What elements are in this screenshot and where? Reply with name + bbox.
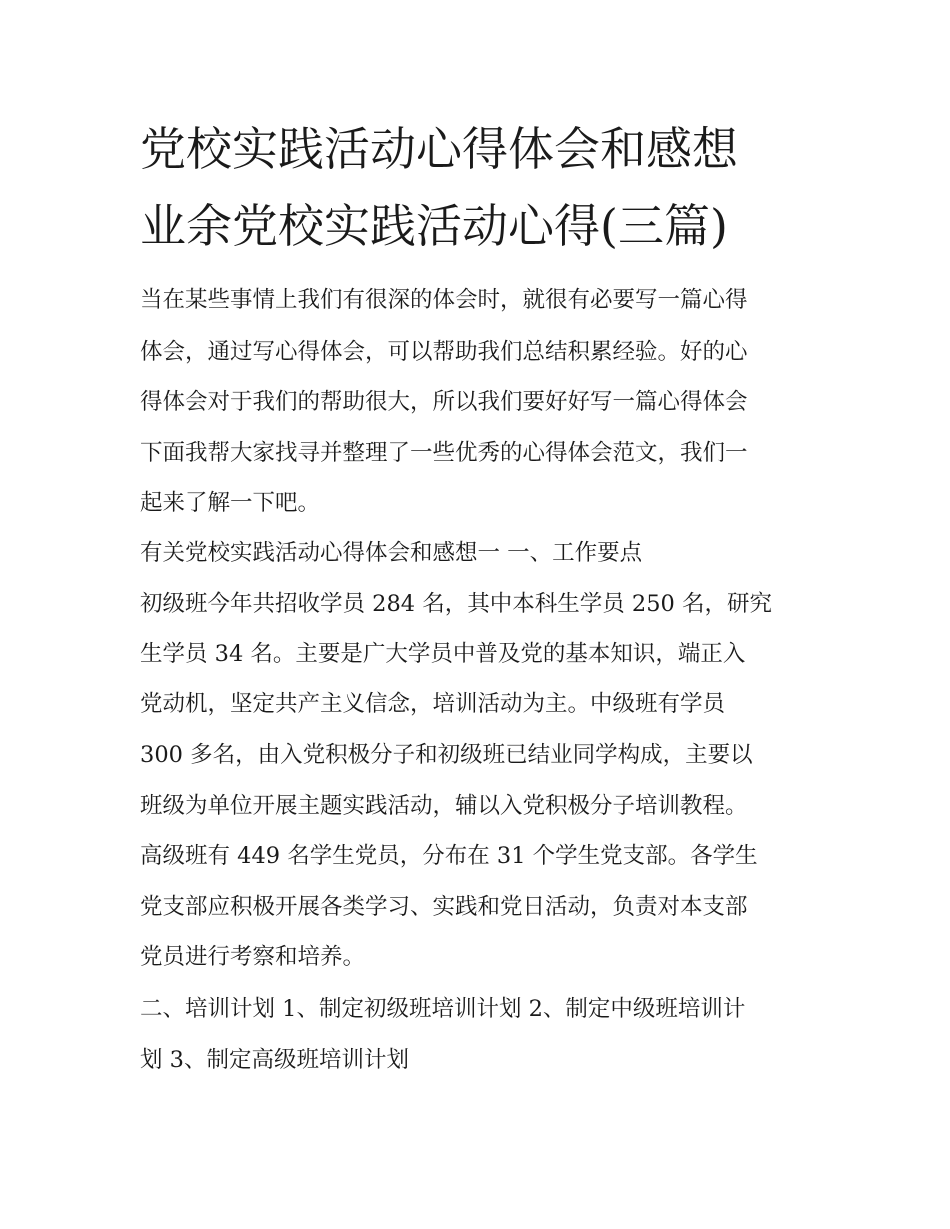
- body-text-line: 300 多名，由入党积极分子和初级班已结业同学构成，主要以: [140, 742, 753, 768]
- body-text-line: 班级为单位开展主题实践活动，辅以入党积极分子培训教程。: [140, 793, 748, 819]
- body-text-line: 起来了解一下吧。: [140, 490, 321, 516]
- section-heading-line: 二、培训计划 1、制定初级班培训计划 2、制定中级班培训计: [140, 996, 746, 1022]
- body-text-line: 得体会对于我们的帮助很大，所以我们要好好写一篇心得体会: [140, 389, 748, 415]
- body-text-line: 党员进行考察和培养。: [140, 944, 366, 970]
- body-text-line: 初级班今年共招收学员 284 名，其中本科生学员 250 名，研究: [140, 591, 773, 617]
- body-text-line: 体会，通过写心得体会，可以帮助我们总结积累经验。好的心: [140, 339, 748, 365]
- body-text-line: 划 3、制定高级班培训计划: [140, 1047, 409, 1073]
- body-text-line: 当在某些事情上我们有很深的体会时，就很有必要写一篇心得: [140, 287, 748, 313]
- body-text-line: 生学员 34 名。主要是广大学员中普及党的基本知识，端正入: [140, 641, 746, 667]
- document-title-line-1: 党校实践活动心得体会和感想: [140, 122, 738, 176]
- document-title-line-2: 业余党校实践活动心得(三篇): [140, 199, 728, 253]
- body-text-line: 党动机，坚定共产主义信念，培训活动为主。中级班有学员: [140, 691, 726, 717]
- body-text-line: 下面我帮大家找寻并整理了一些优秀的心得体会范文，我们一: [140, 440, 748, 466]
- section-heading-line: 有关党校实践活动心得体会和感想一 一、工作要点: [140, 540, 643, 566]
- body-text-line: 党支部应积极开展各类学习、实践和党日活动，负责对本支部: [140, 894, 748, 920]
- body-text-line: 高级班有 449 名学生党员，分布在 31 个学生党支部。各学生: [140, 843, 758, 869]
